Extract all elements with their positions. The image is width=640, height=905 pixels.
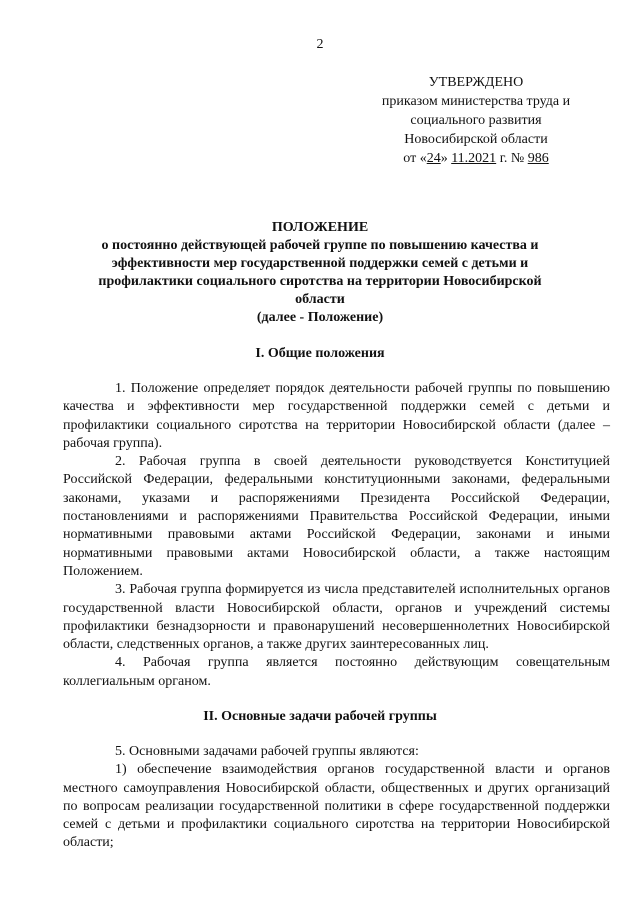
paragraph: 1. Положение определяет порядок деятельности рабочей группы по повышению качества и эффективности мер государственной поддержки семей с детьми и профилактики социального сиротства на территории Новосибирской области (далее – рабочая группа).	[63, 381, 610, 451]
paragraph: 1) обеспечение взаимодействия органов государственной власти и органов местного самоуправления Новосибирской области, общественных и других организаций по вопросам реализации государственной политики в сфере государственной поддержки семей с детьми и профилактики социального сиротства на территории Новосибирской области;	[63, 762, 610, 851]
order-number: 986	[527, 151, 549, 166]
section-1-title: I. Общие положения	[255, 346, 385, 361]
section-1-body	[63, 380, 610, 691]
section-2-title: II. Основные задачи рабочей группы	[203, 709, 437, 724]
paragraph: 2. Рабочая группа в своей деятельности руководствуется Конституцией Российской Федерации, федеральными конституционными законами, федеральными законами, указами и распоряжениями Президента Российской Федерации, постановлениями и распоряжениями Правительства Российской Федерации, иными нормативными правовыми актами Российской Федерации, законами и иными нормативными правовыми актами Новосибирской области, а также настоящим Положением.	[63, 454, 610, 579]
document-heading	[90, 219, 550, 327]
paragraph: 3. Рабочая группа формируется из числа представителей исполнительных органов государственной власти Новосибирской области, органов и учреждений системы профилактики безнадзорности и правонарушений несовершеннолетних Новосибирской области, следственных органов, а также других заинтересованных лиц.	[63, 582, 610, 653]
approval-line-1: УТВЕРЖДЕНО	[428, 75, 524, 90]
date-prefix: от «	[403, 151, 427, 166]
date-day: 24	[426, 151, 441, 166]
document-title: ПОЛОЖЕНИЕ	[271, 220, 369, 235]
document-subtitle: о постоянно действующей рабочей группе по повышению качества и эффективности мер государственной поддержки семей с детьми и профилактики социального сиротства на территории Новосибирской области	[98, 238, 542, 307]
date-month-year: 11.2021	[451, 151, 497, 166]
section-2-body	[63, 743, 610, 853]
approval-date-line	[352, 149, 600, 168]
approval-stamp	[352, 73, 600, 168]
paragraph: 5. Основными задачами рабочей группы являются:	[115, 744, 419, 759]
number-prefix: г. №	[496, 151, 528, 166]
date-mid: »	[440, 151, 452, 166]
approval-line-3: социального развития	[410, 113, 542, 128]
approval-line-2: приказом министерства труда и	[381, 94, 571, 109]
approval-line-4: Новосибирской области	[404, 132, 548, 147]
page-number: 2	[316, 37, 324, 52]
document-note: (далее - Положение)	[256, 310, 384, 325]
paragraph: 4. Рабочая группа является постоянно действующим совещательным коллегиальным органом.	[63, 655, 610, 689]
